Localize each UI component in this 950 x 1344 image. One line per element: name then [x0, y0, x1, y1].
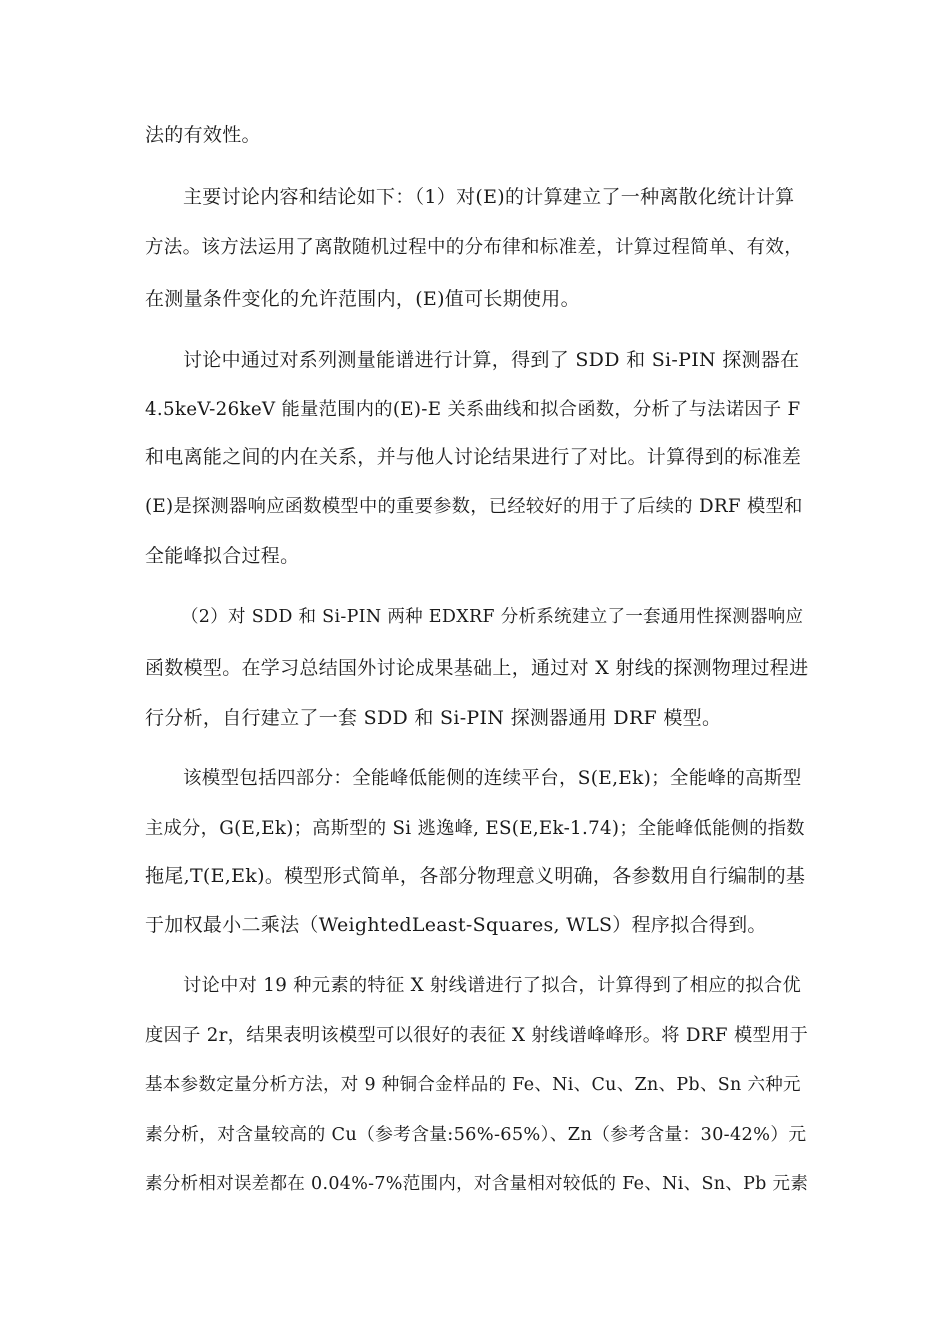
paragraph-3-line-1: 讨论中通过对系列测量能谱进行计算，得到了 SDD 和 Si-PIN 探测器在	[183, 349, 800, 371]
paragraph-3-line-2: 4.5keV-26keV 能量范围内的(E)-E 关系曲线和拟合函数，分析了与法诺因子 F	[145, 399, 801, 420]
paragraph-6-line-5: 素分析相对误差都在 0.04%-7%范围内，对含量相对较低的 Fe、Ni、Sn、Pb 元素	[145, 1174, 809, 1194]
paragraph-5-line-4: 于加权最小二乘法（WeightedLeast-Squares, WLS）程序拟合得到。	[145, 914, 767, 936]
paragraph-2-line-3: 在测量条件变化的允许范围内，(E)值可长期使用。	[145, 288, 580, 310]
paragraph-1-line-1: 法的有效性。	[145, 124, 261, 146]
paragraph-6-line-1: 讨论中对 19 种元素的特征 X 射线谱进行了拟合，计算得到了相应的拟合优	[183, 975, 802, 996]
paragraph-3-line-3: 和电离能之间的内在关系，并与他人讨论结果进行了对比。计算得到的标准差	[145, 446, 802, 468]
paragraph-6-line-2: 度因子 2r，结果表明该模型可以很好的表征 X 射线谱峰峰形。将 DRF 模型用于	[145, 1025, 809, 1046]
paragraph-5-line-3: 拖尾,T(E,Ek)。模型形式简单，各部分物理意义明确，各参数用自行编制的基	[145, 865, 806, 887]
paragraph-5-line-1: 该模型包括四部分：全能峰低能侧的连续平台，S(E,Ek)；全能峰的高斯型	[183, 768, 802, 789]
paragraph-2-line-2: 方法。该方法运用了离散随机过程中的分布律和标准差，计算过程简单、有效，	[145, 237, 804, 258]
paragraph-4-line-3: 行分析，自行建立了一套 SDD 和 Si-PIN 探测器通用 DRF 模型。	[145, 707, 722, 729]
paragraph-4-line-1: （2）对 SDD 和 Si-PIN 两种 EDXRF 分析系统建立了一套通用性探测器响应	[181, 607, 804, 627]
paragraph-6-line-4: 素分析，对含量较高的 Cu（参考含量:56%-65%）、Zn（参考含量：30-42%）元	[145, 1125, 807, 1145]
paragraph-3-line-5: 全能峰拟合过程。	[145, 545, 300, 567]
paragraph-6-line-3: 基本参数定量分析方法，对 9 种铜合金样品的 Fe、Ni、Cu、Zn、Pb、Sn 六种元	[145, 1075, 801, 1095]
paragraph-5-line-2: 主成分，G(E,Ek)；高斯型的 Si 逃逸峰, ES(E,Ek-1.74)；全能峰低能侧的指数	[145, 818, 805, 839]
paragraph-3-line-4: (E)是探测器响应函数模型中的重要参数，已经较好的用于了后续的 DRF 模型和	[145, 496, 803, 517]
paragraph-2-line-1: 主要讨论内容和结论如下：（1）对(E)的计算建立了一种离散化统计计算	[183, 186, 795, 208]
paragraph-4-line-2: 函数模型。在学习总结国外讨论成果基础上，通过对 X 射线的探测物理过程进	[145, 657, 809, 679]
